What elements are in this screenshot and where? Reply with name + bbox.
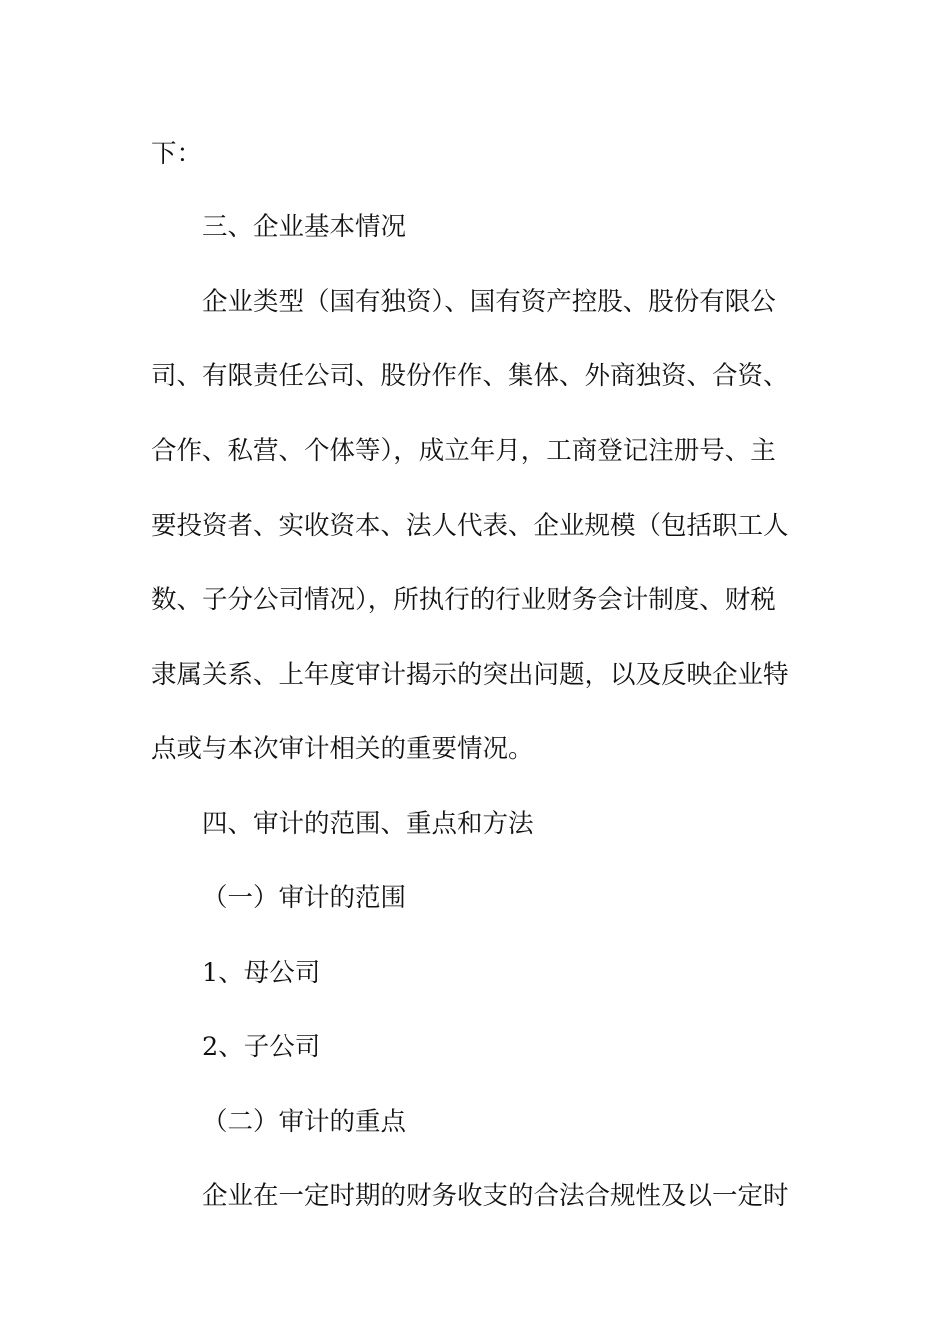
paragraph-line: 下： — [151, 139, 203, 169]
section-heading: 四、审计的范围、重点和方法 — [202, 809, 534, 839]
list-item: 1、母公司 — [202, 958, 321, 988]
paragraph-line: 数、子分公司情况），所执行的行业财务会计制度、财税 — [151, 585, 776, 615]
list-item: 2、子公司 — [202, 1032, 321, 1062]
paragraph-line: 司、有限责任公司、股份作作、集体、外商独资、合资、 — [151, 361, 789, 391]
paragraph-line: 企业类型（国有独资）、国有资产控股、股份有限公 — [202, 287, 776, 317]
paragraph-line: 企业在一定时期的财务收支的合法合规性及以一定时 — [202, 1181, 789, 1211]
paragraph-line: 合作、私营、个体等），成立年月，工商登记注册号、主 — [151, 436, 776, 466]
paragraph-line: 要投资者、实收资本、法人代表、企业规模（包括职工人 — [151, 511, 789, 541]
subsection-heading: （二）审计的重点 — [202, 1107, 407, 1137]
subsection-heading: （一）审计的范围 — [202, 883, 407, 913]
paragraph-line: 点或与本次审计相关的重要情况。 — [151, 734, 534, 764]
paragraph-line: 隶属关系、上年度审计揭示的突出问题，以及反映企业特 — [151, 660, 789, 690]
section-heading: 三、企业基本情况 — [202, 212, 407, 242]
